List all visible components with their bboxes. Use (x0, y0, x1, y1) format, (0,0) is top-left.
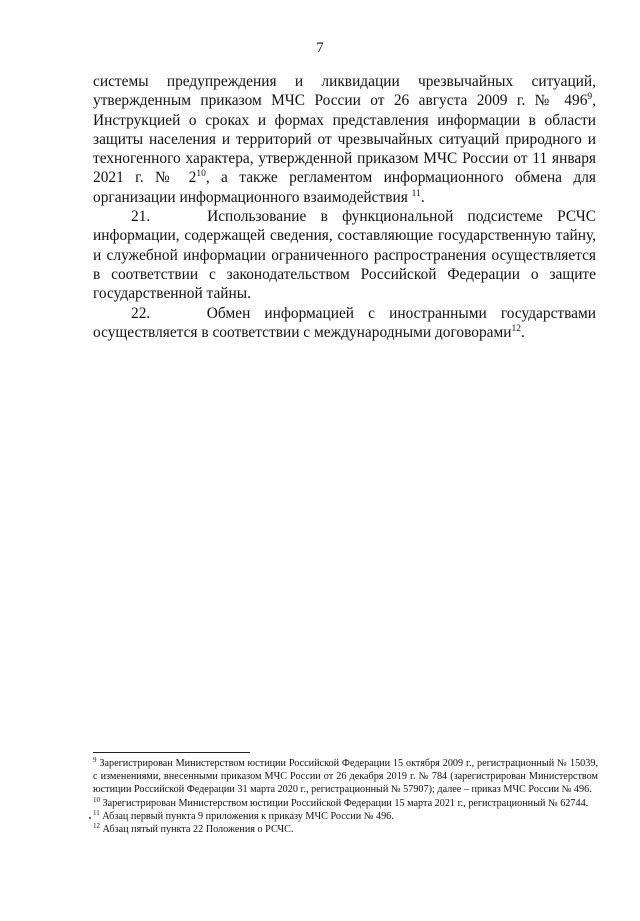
page-number: 7 (316, 40, 324, 56)
footnote-separator (93, 752, 250, 753)
footnote-text: Абзац пятый пункта 22 Положения о РСЧС. (100, 824, 294, 836)
paragraph-21 (93, 207, 596, 303)
paragraph-text: 22. Обмен информацией с иностранными государствами осуществляется в соответствии с международными договорами (93, 304, 596, 341)
footnote-text: Зарегистрирован Министерством юстиции Российской Федерации 15 октября 2009 г., регистрационный № 15039, с изменениями, внесенными приказом МЧС России от 26 декабря 2019 г. № 784 (зарегистрирован Министерством юстиции Российской Федерации 31 марта 2020 г., регистрационный № 57907); далее – приказ МЧС России № 496. (93, 758, 598, 796)
footnote-ref: 11 (411, 188, 421, 199)
footnote-mark: 10 (93, 795, 100, 804)
scan-mark (89, 817, 91, 819)
paragraph-continuation (93, 72, 596, 207)
footnote-mark: 11 (93, 808, 100, 817)
paragraph-text: системы предупреждения и ликвидации чрезвычайных ситуаций, утвержденным приказом МЧС России от 26 августа 2009 г. № 496 (93, 73, 596, 110)
footnote-mark: 9 (93, 756, 97, 764)
paragraph-text: 21. Использование в функциональной подсистеме РСЧС информации, содержащей сведения, составляющие государственную тайну, и служебной информации ограниченного распространения осуществляется в соответствии с законодательством Российской Федерации о защите государственной тайны. (93, 208, 596, 303)
footnotes (93, 757, 598, 836)
paragraph-text: , Инструкцией о сроках и формах представления информации в области защиты населения и территорий от чрезвычайных ситуаций природного и техногенного характера, утвержденной приказом МЧС России от 11 января 2021 г. № 2 (93, 92, 596, 187)
footnote-text: Зарегистрирован Министерством юстиции Российской Федерации 15 марта 2021 г., регистрационный № 62744. (100, 797, 589, 809)
paragraph-text: . (520, 323, 525, 341)
footnote-text: Абзац первый пункта 9 приложения к приказу МЧС России № 496. (99, 810, 394, 822)
footnote-11 (93, 810, 598, 823)
footnote-ref: 10 (196, 169, 206, 180)
footnote-ref: 9 (587, 92, 593, 103)
paragraph-22 (93, 304, 596, 343)
paragraph-text: , а также регламентом информационного обмена для организации информационного взаимодействия (93, 169, 596, 206)
paragraph-text: . (420, 188, 425, 206)
document-body (93, 72, 596, 342)
footnote-ref: 12 (511, 323, 521, 334)
footnote-9 (93, 757, 598, 797)
footnote-10 (93, 797, 598, 810)
footnote-12 (93, 823, 598, 836)
footnote-mark: 12 (93, 822, 100, 831)
